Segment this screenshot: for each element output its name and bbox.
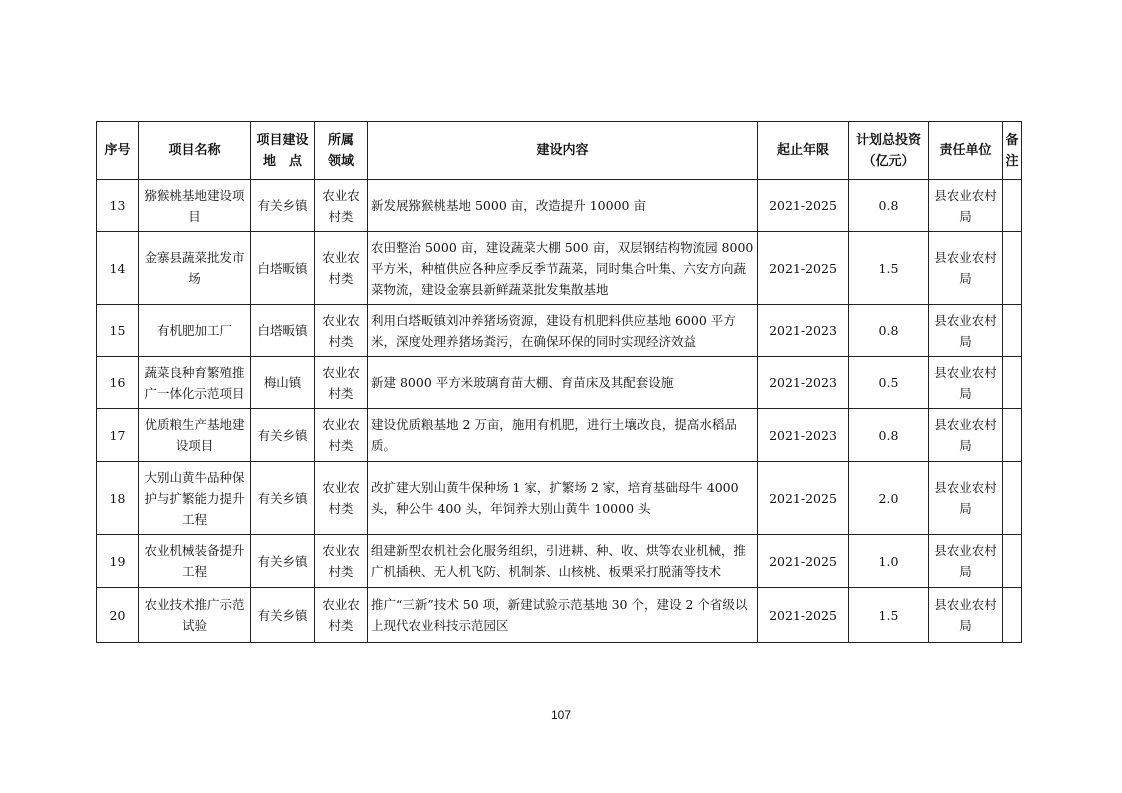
row-remark xyxy=(1003,462,1022,535)
row-investment: 0.8 xyxy=(849,180,929,232)
page-number: 107 xyxy=(550,708,572,722)
row-name: 优质粮生产基地建设项目 xyxy=(139,409,251,462)
row-content: 新建 8000 平方米玻璃育苗大棚、育苗床及其配套设施 xyxy=(368,357,758,409)
row-unit: 县农业农村局 xyxy=(929,462,1003,535)
row-remark xyxy=(1003,305,1022,357)
table-row xyxy=(97,180,1022,232)
row-unit: 县农业农村局 xyxy=(929,409,1003,462)
row-unit: 县农业农村局 xyxy=(929,232,1003,305)
row-period: 2021-2025 xyxy=(758,232,849,305)
row-period: 2021-2025 xyxy=(758,462,849,535)
row-location: 白塔畈镇 xyxy=(251,232,315,305)
row-unit: 县农业农村局 xyxy=(929,535,1003,588)
row-no: 14 xyxy=(97,232,139,305)
row-unit: 县农业农村局 xyxy=(929,588,1003,643)
row-remark xyxy=(1003,588,1022,643)
row-location: 白塔畈镇 xyxy=(251,305,315,357)
row-location: 有关乡镇 xyxy=(251,409,315,462)
row-remark xyxy=(1003,535,1022,588)
row-content: 改扩建大别山黄牛保种场 1 家，扩繁场 2 家，培育基础母牛 4000 头，种公牛 400 头，年饲养大别山黄牛 10000 头 xyxy=(368,462,758,535)
row-name: 有机肥加工厂 xyxy=(139,305,251,357)
header-location-line1: 项目建设 xyxy=(256,132,309,148)
row-no: 18 xyxy=(97,462,139,535)
row-unit: 县农业农村局 xyxy=(929,357,1003,409)
row-no: 15 xyxy=(97,305,139,357)
row-unit: 县农业农村局 xyxy=(929,305,1003,357)
table-row xyxy=(97,357,1022,409)
table-header-row xyxy=(97,122,1022,180)
row-domain: 农业农村类 xyxy=(315,462,368,535)
row-name: 农业机械装备提升工程 xyxy=(139,535,251,588)
row-period: 2021-2023 xyxy=(758,409,849,462)
row-investment: 1.5 xyxy=(849,232,929,305)
header-investment-line1: 计划总投资 xyxy=(855,132,921,148)
row-location: 有关乡镇 xyxy=(251,180,315,232)
table-row xyxy=(97,305,1022,357)
row-content: 推广“三新”技术 50 项，新建试验示范基地 30 个，建设 2 个省级以上现代农业科技示范园区 xyxy=(368,588,758,643)
row-content: 组建新型农机社会化服务组织，引进耕、种、收、烘等农业机械，推广机插秧、无人机飞防、机制茶、山核桃、板栗采打脱蒲等技术 xyxy=(368,535,758,588)
table-row xyxy=(97,462,1022,535)
row-domain: 农业农村类 xyxy=(315,535,368,588)
row-no: 17 xyxy=(97,409,139,462)
row-remark xyxy=(1003,357,1022,409)
row-domain: 农业农村类 xyxy=(315,357,368,409)
header-period: 起止年限 xyxy=(758,122,849,180)
row-name: 农业技术推广示范试验 xyxy=(139,588,251,643)
project-table xyxy=(96,121,1022,643)
row-investment: 2.0 xyxy=(849,462,929,535)
header-location xyxy=(251,122,315,180)
header-content: 建设内容 xyxy=(368,122,758,180)
row-investment: 1.5 xyxy=(849,588,929,643)
row-name: 大别山黄牛品种保护与扩繁能力提升工程 xyxy=(139,462,251,535)
row-no: 20 xyxy=(97,588,139,643)
row-unit: 县农业农村局 xyxy=(929,180,1003,232)
row-domain: 农业农村类 xyxy=(315,305,368,357)
row-period: 2021-2023 xyxy=(758,357,849,409)
header-location-line2: 地 点 xyxy=(262,153,302,169)
header-domain-line1: 所属 xyxy=(327,132,354,148)
row-remark xyxy=(1003,232,1022,305)
row-period: 2021-2025 xyxy=(758,180,849,232)
row-period: 2021-2025 xyxy=(758,588,849,643)
row-location: 有关乡镇 xyxy=(251,462,315,535)
row-content: 建设优质粮基地 2 万亩，施用有机肥，进行土壤改良，提高水稻品质。 xyxy=(368,409,758,462)
row-no: 19 xyxy=(97,535,139,588)
row-content: 利用白塔畈镇刘冲养猪场资源，建设有机肥料供应基地 6000 平方米，深度处理养猪场粪污，在确保环保的同时实现经济效益 xyxy=(368,305,758,357)
row-location: 梅山镇 xyxy=(251,357,315,409)
row-no: 16 xyxy=(97,357,139,409)
row-no: 13 xyxy=(97,180,139,232)
header-name: 项目名称 xyxy=(139,122,251,180)
row-domain: 农业农村类 xyxy=(315,180,368,232)
row-investment: 0.8 xyxy=(849,305,929,357)
table-row xyxy=(97,232,1022,305)
row-remark xyxy=(1003,409,1022,462)
row-remark xyxy=(1003,180,1022,232)
header-investment-line2: （亿元） xyxy=(862,153,915,169)
table-row xyxy=(97,409,1022,462)
row-investment: 0.8 xyxy=(849,409,929,462)
row-period: 2021-2023 xyxy=(758,305,849,357)
row-content: 新发展猕猴桃基地 5000 亩，改造提升 10000 亩 xyxy=(368,180,758,232)
row-location: 有关乡镇 xyxy=(251,588,315,643)
header-investment xyxy=(849,122,929,180)
header-remark: 备注 xyxy=(1003,122,1022,180)
table-row xyxy=(97,535,1022,588)
row-domain: 农业农村类 xyxy=(315,232,368,305)
header-unit: 责任单位 xyxy=(929,122,1003,180)
table-row xyxy=(97,588,1022,643)
row-name: 蔬菜良种育繁殖推广一体化示范项目 xyxy=(139,357,251,409)
header-no: 序号 xyxy=(97,122,139,180)
row-name: 猕猴桃基地建设项目 xyxy=(139,180,251,232)
row-content: 农田整治 5000 亩，建设蔬菜大棚 500 亩，双层钢结构物流园 8000 平方米，种植供应各种应季反季节蔬菜，同时集合叶集、六安方向蔬菜物流，建设金寨县新鲜蔬菜批发集散基地 xyxy=(368,232,758,305)
row-location: 有关乡镇 xyxy=(251,535,315,588)
row-period: 2021-2025 xyxy=(758,535,849,588)
row-investment: 0.5 xyxy=(849,357,929,409)
row-domain: 农业农村类 xyxy=(315,409,368,462)
row-investment: 1.0 xyxy=(849,535,929,588)
row-domain: 农业农村类 xyxy=(315,588,368,643)
row-name: 金寨县蔬菜批发市场 xyxy=(139,232,251,305)
header-domain-line2: 领域 xyxy=(327,153,354,169)
header-domain xyxy=(315,122,368,180)
